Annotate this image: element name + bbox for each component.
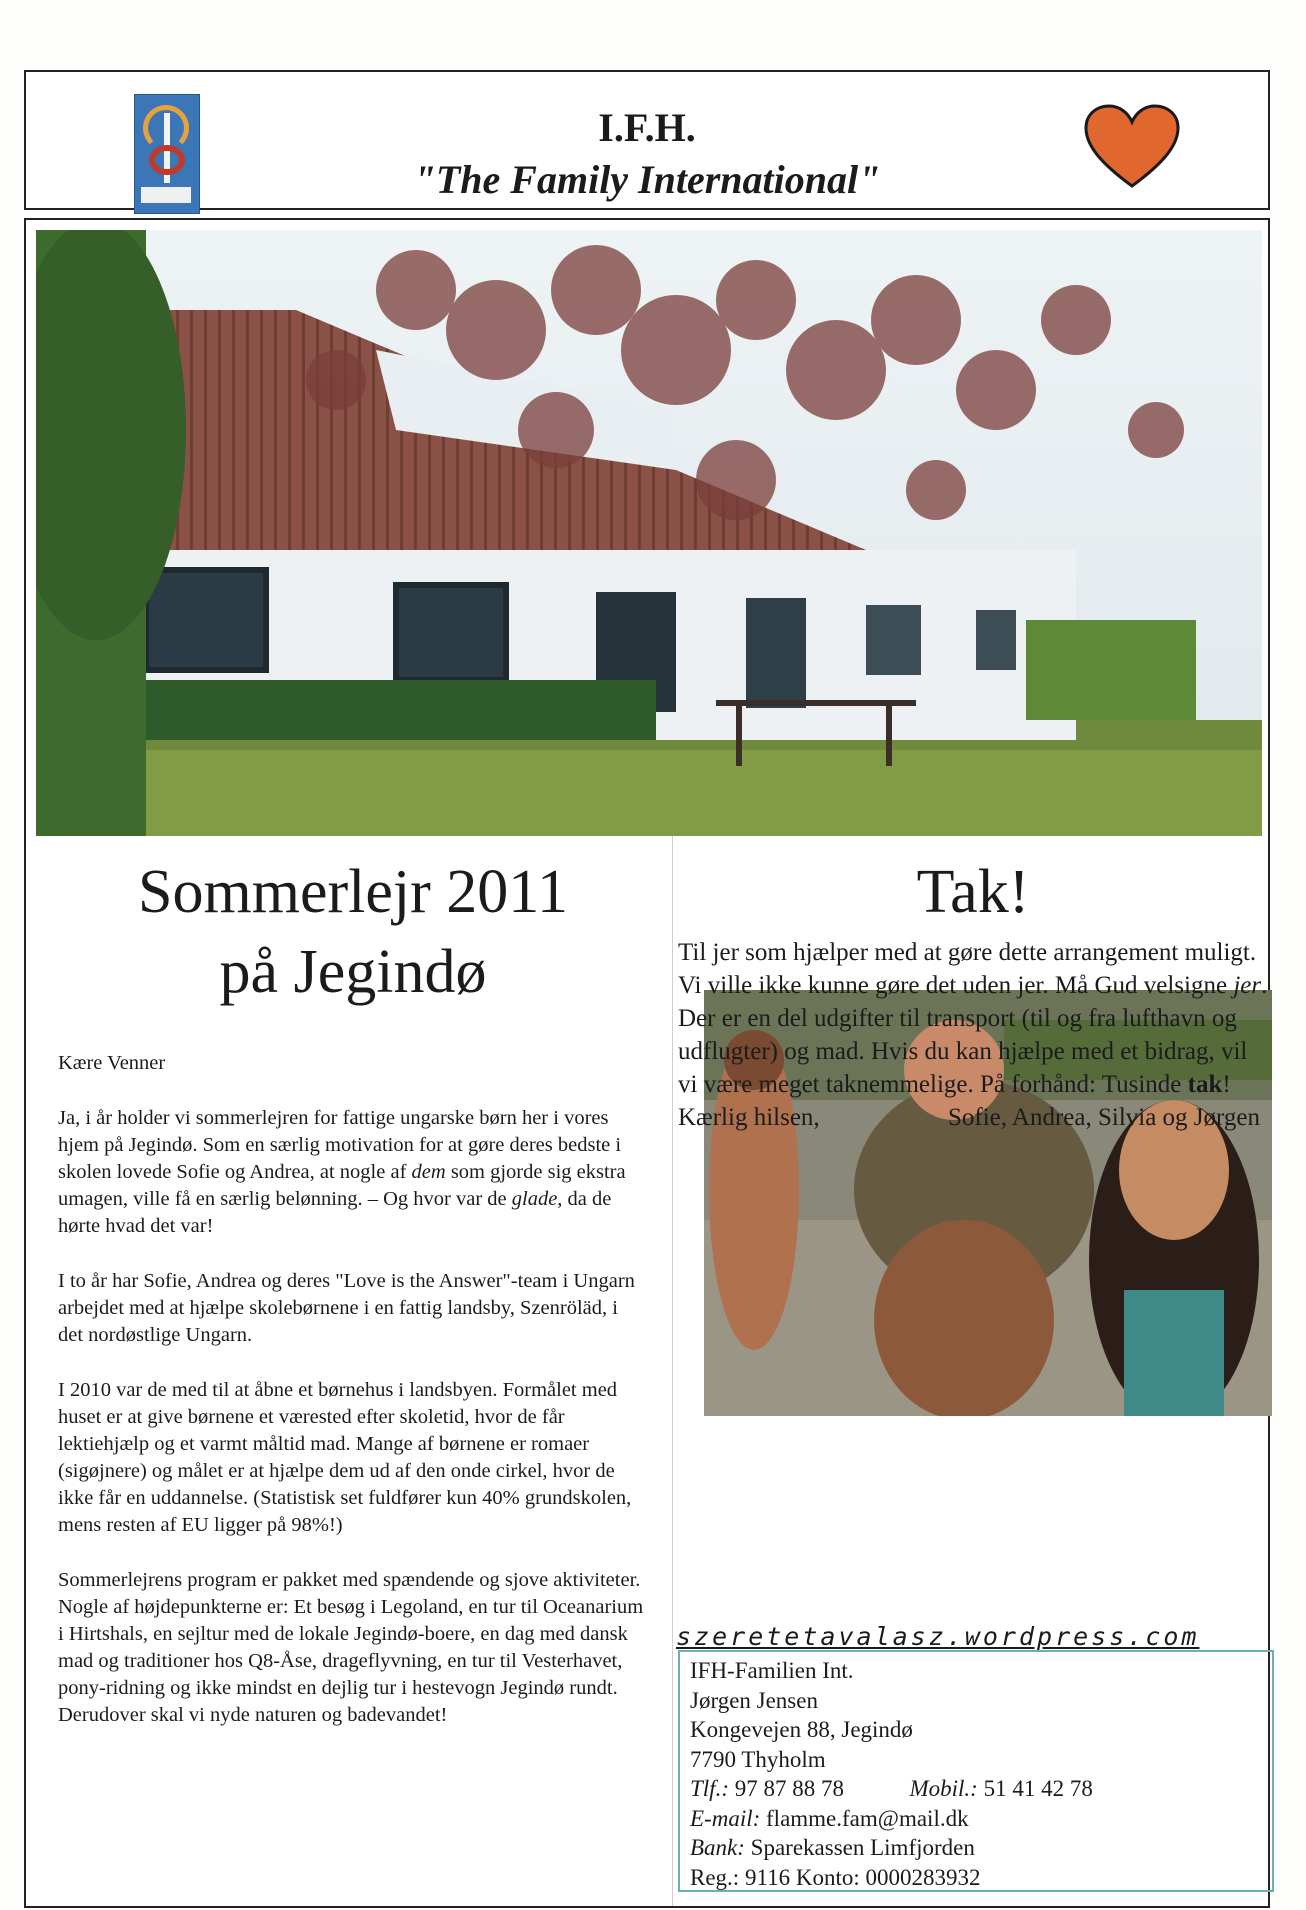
- contact-name: Jørgen Jensen: [690, 1687, 818, 1713]
- konto-label: Konto:: [795, 1864, 860, 1890]
- article-title: [58, 852, 648, 1012]
- t1-end: .: [1261, 972, 1268, 999]
- p1-text-a: Ja, i år holder vi sommerlejren for fattige ungarske børn her i vores hjem på Jegindø. Som en særlig motivation for at gøre deres bedste i skolen lovede Sofie og Andrea, at nogle af: [58, 1107, 622, 1183]
- contact-email: [690, 1804, 1262, 1834]
- t1-emphasis: jer: [1233, 972, 1262, 999]
- tlf-label: Tlf.:: [690, 1776, 729, 1801]
- konto-value: 0000283932: [865, 1864, 981, 1890]
- paragraph-4: Sommerlejrens program er pakket med spændende og sjove aktiviteter. Nogle af højdepunkterne er: Et besøg i Legoland, en tur til Oceanarium i Hirtshals, en sejltur med de lokale Jegindø-boere, en dag med dansk mad og traditioner hos Q8-Åse, drageflyvning, en tur til Vesterhavet, pony-ridning og ikke mindst en dejlig tur i hestevogn Jegindø rundt. Derudover skal vi nyde naturen og badevandet!: [58, 1569, 644, 1726]
- closing: Kærlig hilsen,: [678, 1104, 820, 1131]
- article-column: [58, 852, 648, 1729]
- column-divider: [672, 836, 673, 1906]
- p1-emphasis-1: dem: [411, 1161, 446, 1183]
- paragraph-1: [58, 1105, 648, 1240]
- bank-label: Bank:: [690, 1835, 745, 1860]
- signers: Sofie, Andrea, Silvia og Jørgen: [948, 1104, 1260, 1131]
- header-subtitle: "The Family International": [413, 157, 881, 202]
- url-text[interactable]: szeretetavalasz.wordpress.com: [676, 1622, 1200, 1651]
- t1-text: Til jer som hjælper med at gøre dette arrangement muligt. Vi ville ikke kunne gøre det uden jer. Må Gud velsigne: [678, 939, 1257, 999]
- article-title-line1: Sommerlejr 2011: [138, 858, 568, 926]
- mobil-label: Mobil.:: [909, 1776, 978, 1801]
- contact-account: [690, 1863, 1262, 1893]
- contact-street: Kongevejen 88, Jegindø: [690, 1717, 913, 1742]
- bank-value: Sparekassen Limfjorden: [750, 1835, 975, 1860]
- heart-icon: [1082, 102, 1182, 192]
- t2-end: !: [1222, 1071, 1231, 1098]
- greeting: Kære Venner: [58, 1052, 166, 1074]
- article-title-line2: på Jegindø: [219, 938, 487, 1006]
- thanks-paragraph-1: [678, 936, 1268, 1002]
- p1-emphasis-2: glade: [511, 1188, 558, 1210]
- reg-value: 9116: [744, 1864, 791, 1890]
- contact-org: IFH-Familien Int.: [690, 1658, 854, 1683]
- house-photo: [36, 230, 1262, 836]
- t2-text: Der er en del udgifter til transport (til og fra lufthavn og udflugter) og mad. Hvis du kan hjælpe med et bidrag, vil vi være meget taknemmelige. På forhånd: Tusinde: [678, 1005, 1248, 1098]
- reg-label: Reg.:: [690, 1864, 740, 1890]
- contact-city: 7790 Thyholm: [690, 1746, 826, 1772]
- contact-box: [678, 1650, 1274, 1892]
- email-label: E-mail:: [690, 1805, 761, 1831]
- thanks-column: [678, 852, 1268, 1134]
- email-value[interactable]: flamme.fam@mail.dk: [766, 1805, 969, 1831]
- contact-phones: [690, 1774, 1262, 1804]
- thanks-paragraph-2: [678, 1002, 1268, 1101]
- tlf-value: 97 87 88 78: [734, 1776, 844, 1801]
- contact-bank: [690, 1833, 1262, 1863]
- paragraph-3: I 2010 var de med til at åbne et børnehus i landsbyen. Formålet med huset er at give børnene et værested efter skoletid, hvor de får lektiehjælp og et varmt måltid mad. Mange af børnene er romaer (sigøjnere) og målet er at hjælpe dem ud af den onde cirkel, hvor de ikke får en uddannelse. (Statistisk set fuldfører kun 40% grundskolen, mens resten af EU ligger på 98%!): [58, 1379, 632, 1536]
- mobil-value: 51 41 42 78: [983, 1776, 1093, 1801]
- paragraph-2: I to år har Sofie, Andrea og deres "Love is the Answer"-team i Ungarn arbejdet med at hjælpe skolebørnene i en fattig landsby, Szenröläd, i det nordøstlige Ungarn.: [58, 1270, 635, 1346]
- p1-text-b: som gjorde sig ekstra umagen, ville få en særlig belønning. – Og hvor var de: [58, 1161, 626, 1210]
- t2-bold: tak: [1187, 1071, 1223, 1098]
- p1-text-c: , da de hørte hvad det var!: [58, 1188, 612, 1237]
- header-title: I.F.H.: [598, 105, 696, 150]
- thanks-title: Tak!: [916, 858, 1030, 926]
- header-box: [24, 70, 1270, 210]
- signature-row: [678, 1101, 1268, 1134]
